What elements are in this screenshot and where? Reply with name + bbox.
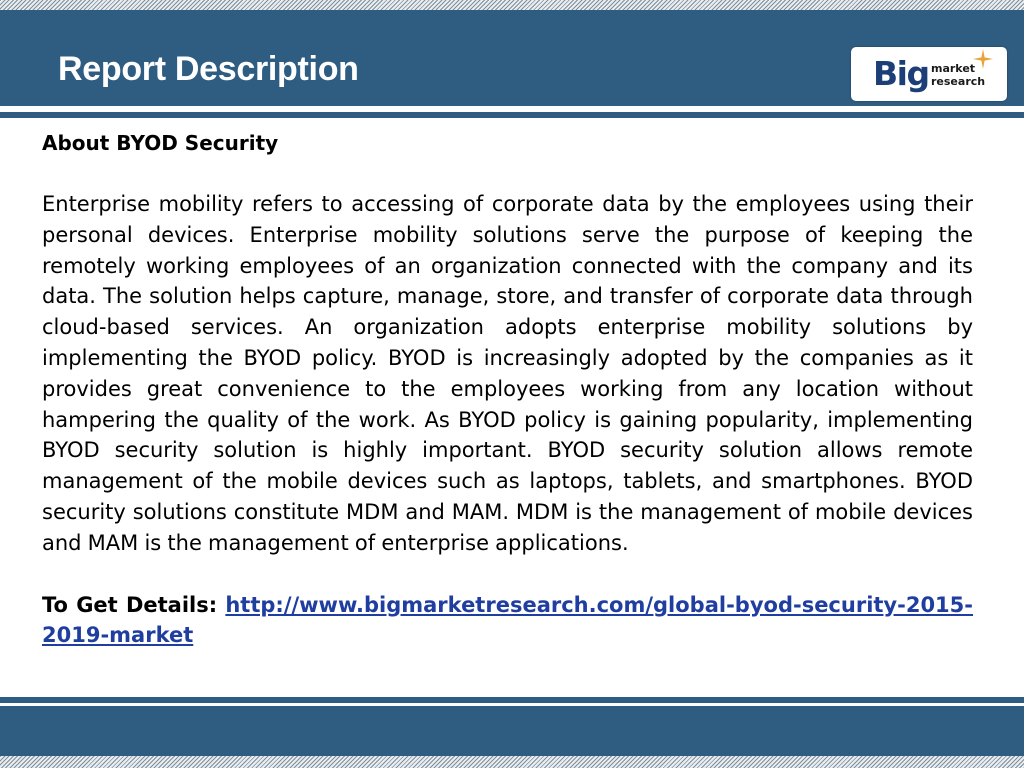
logo-line-research: research (931, 75, 986, 88)
details-line (42, 590, 973, 652)
spacer (42, 158, 973, 189)
logo-big-text: Big (873, 54, 929, 93)
top-hatch-border (0, 0, 1024, 10)
logo-line-market: market (931, 62, 976, 75)
spacer (42, 559, 973, 590)
section-heading: About BYOD Security (42, 131, 279, 155)
header-bar (0, 10, 1024, 106)
footer-bar (0, 706, 1024, 756)
main-content (42, 128, 973, 651)
header-divider-blue (0, 112, 1024, 118)
body-paragraph: Enterprise mobility refers to accessing of corporate data by the employees using their personal devices. Enterprise mobility solutions serve the purpose of keeping the remotely working employees of an organization connected with the company and its data. The solution helps capture, manage, store, and transfer of corporate data through cloud-based services. An organization adopts enterprise mobility solutions by implementing the BYOD policy. BYOD is increasingly adopted by the companies as it provides great convenience to the employees working from any location without hampering the quality of the work. As BYOD policy is gaining popularity, implementing BYOD security solution is highly important. BYOD security solution allows remote management of the mobile devices such as laptops, tablets, and smartphones. BYOD security solutions constitute MDM and MAM. MDM is the management of mobile devices and MAM is the management of enterprise applications. (42, 192, 973, 555)
bottom-hatch-border (0, 756, 1024, 768)
logo (851, 47, 1007, 101)
star-icon (973, 49, 993, 69)
details-link[interactable]: http://www.bigmarketresearch.com/global-byod-security-2015-2019-market (42, 592, 973, 648)
details-label: To Get Details: (42, 592, 218, 617)
page-title: Report Description (58, 50, 359, 88)
